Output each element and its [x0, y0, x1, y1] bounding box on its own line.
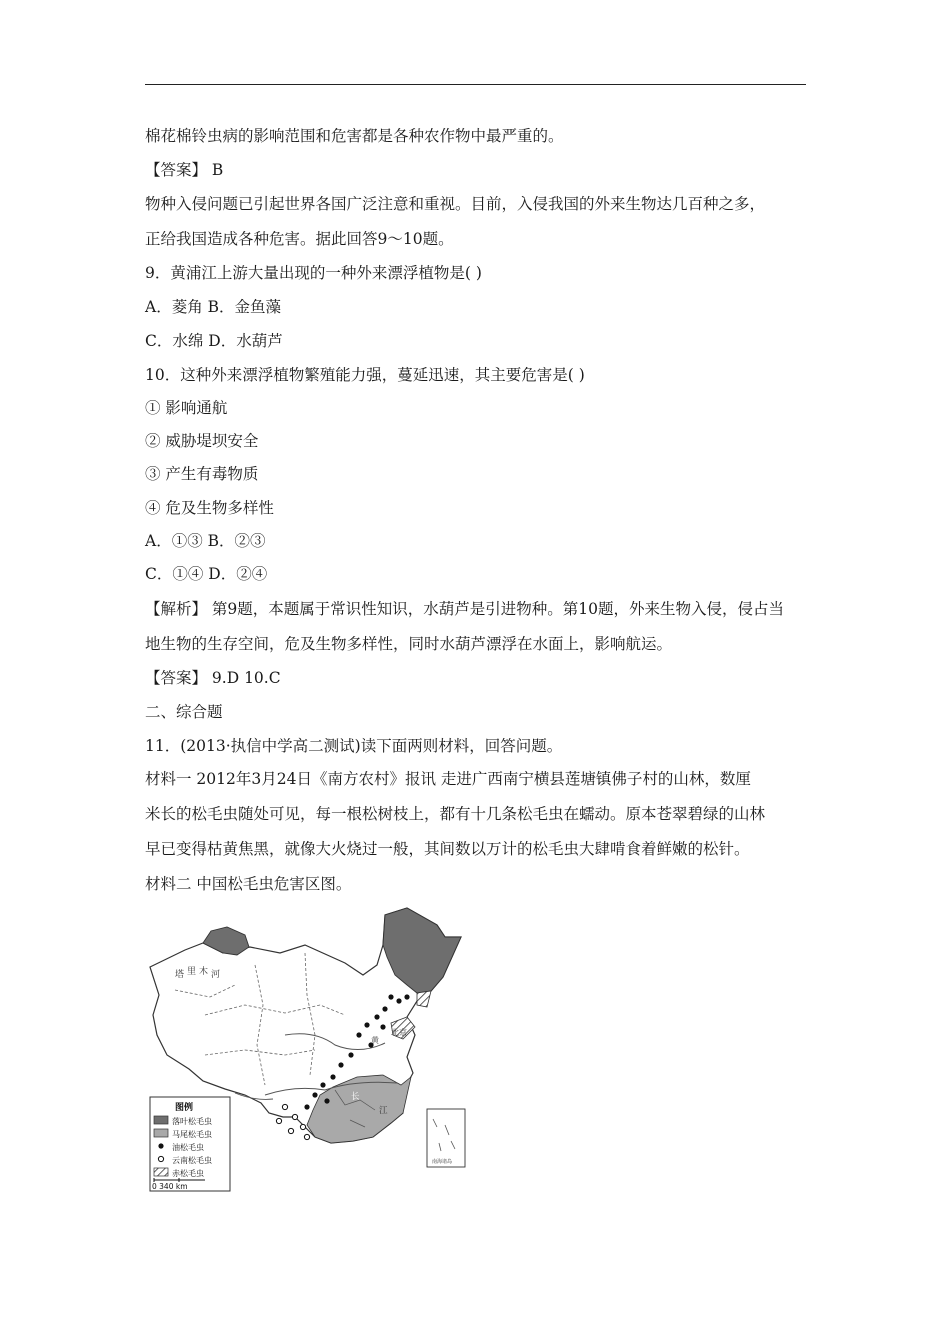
place-label: 黄	[371, 1036, 379, 1045]
choice-item: ② 威胁堤坝安全	[145, 432, 259, 450]
place-label: 里	[187, 967, 197, 977]
material-line: 材料二 中国松毛虫危害区图。	[145, 875, 352, 893]
inset-label: 南海诸岛	[432, 1159, 453, 1165]
material-line: 早已变得枯黄焦黑，就像大火烧过一般，其间数以万计的松毛虫大肆啃食着鲜嫩的松针。	[145, 840, 750, 858]
text-line: 正给我国造成各种危害。据此回答9～10题。	[145, 230, 454, 248]
option-line: A．①③ B．②③	[145, 532, 266, 550]
place-label: 塔	[175, 970, 185, 980]
place-label: 江	[379, 1106, 388, 1116]
legend-label: 落叶松毛虫	[172, 1117, 212, 1126]
place-label: 北京	[391, 1028, 407, 1037]
header-rule	[145, 84, 806, 85]
choice-item: ① 影响通航	[145, 399, 228, 417]
material-line: 材料一 2012年3月24日《南方农村》报讯 走进广西南宁横县莲塘镇佛子村的山林，数厘	[145, 770, 751, 788]
place-label: 木	[199, 967, 209, 977]
answer-line: 【答案】 B	[145, 161, 224, 179]
analysis-line: 【解析】 第9题，本题属于常识性知识，水葫芦是引进物种。第10题，外来生物入侵，侵占当	[145, 600, 785, 618]
text-line: 物种入侵问题已引起世界各国广泛注意和重视。目前，入侵我国的外来生物达几百种之多，	[145, 195, 766, 213]
option-line: A．菱角 B．金鱼藻	[145, 298, 282, 316]
place-label: 长	[351, 1092, 360, 1102]
text-line: 棉花棉铃虫病的影响范围和危害都是各种农作物中最严重的。	[145, 127, 564, 145]
legend-label: 赤松毛虫	[172, 1169, 204, 1178]
material-line: 米长的松毛虫随处可见，每一根松树枝上，都有十几条松毛虫在蠕动。原本苍翠碧绿的山林	[145, 805, 766, 823]
legend-label: 马尾松毛虫	[172, 1130, 212, 1139]
place-label: 河	[211, 970, 221, 980]
question-11: 11．(2013·执信中学高二测试)读下面两则材料，回答问题。	[145, 737, 563, 755]
question-9: 9．黄浦江上游大量出现的一种外来漂浮植物是( )	[145, 264, 482, 282]
section-heading: 二、综合题	[145, 703, 223, 721]
answer-line: 【答案】 9.D 10.C	[145, 669, 281, 687]
option-line: C．水绵 D．水葫芦	[145, 332, 283, 350]
choice-item: ④ 危及生物多样性	[145, 499, 274, 517]
legend-label: 油松毛虫	[172, 1143, 204, 1152]
question-10: 10．这种外来漂浮植物繁殖能力强，蔓延迅速，其主要危害是( )	[145, 366, 585, 384]
choice-item: ③ 产生有毒物质	[145, 465, 259, 483]
red-pine-zone-a	[417, 991, 431, 1007]
scale-bar-label: 0 340 km	[152, 1182, 188, 1191]
legend-title: 图例	[175, 1103, 194, 1113]
analysis-line: 地生物的生存空间，危及生物多样性，同时水葫芦漂浮在水面上，影响航运。	[145, 635, 673, 653]
option-line: C．①④ D．②④	[145, 565, 268, 583]
pine-caterpillar-map	[145, 905, 467, 1195]
legend-label: 云南松毛虫	[172, 1156, 212, 1165]
